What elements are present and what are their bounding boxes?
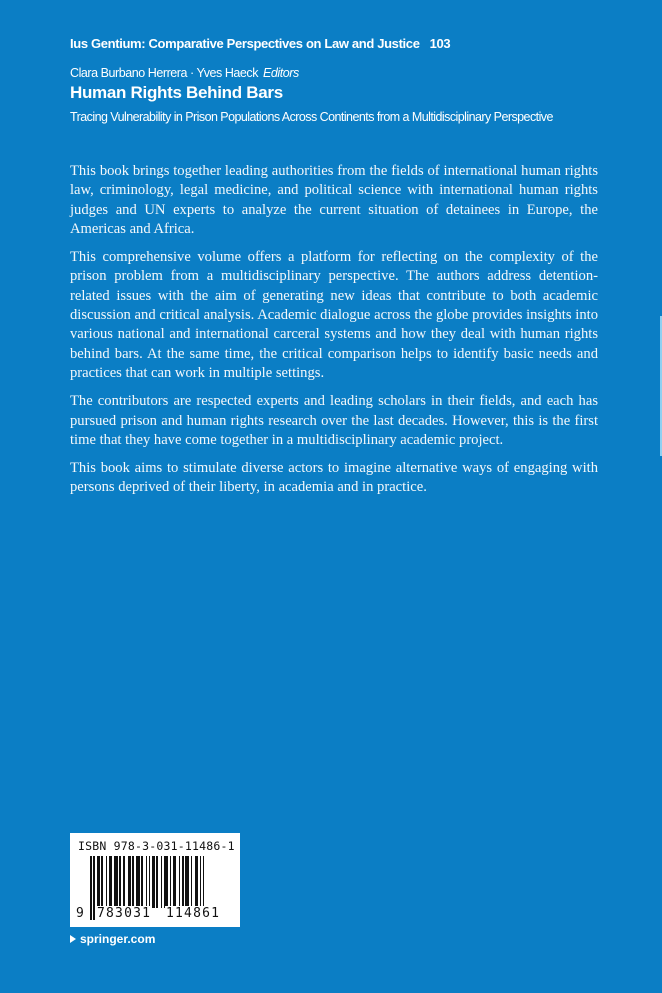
book-subtitle: Tracing Vulnerability in Prison Populations Across Continents from a Multidisciplinary Perspective [70, 110, 553, 124]
series-name: Ius Gentium: Comparative Perspectives on Law and Justice [70, 36, 420, 51]
isbn-barcode-box [70, 833, 240, 927]
editor-names: Clara Burbano Herrera · Yves Haeck [70, 66, 259, 80]
blurb-paragraph: This book aims to stimulate diverse actors to imagine alternative ways of engaging with persons deprived of their liberty, in academia and in practice. [70, 460, 598, 496]
series-title [70, 36, 450, 51]
isbn-label: ISBN 978-3-031-11486-1 [78, 839, 235, 853]
triangle-right-icon [70, 935, 76, 943]
editor-role: Editors [263, 66, 299, 80]
publisher-link[interactable] [70, 932, 155, 946]
barcode-lead-digit: 9 [76, 906, 84, 921]
series-volume: 103 [429, 36, 451, 51]
editors-line [70, 66, 299, 80]
blurb-paragraph: This comprehensive volume offers a platform for reflecting on the complexity of the prison problem from a multidisciplinary perspective. The authors address detention-related issues with the aim of generating new ideas that contribute to both academic discussion and critical analysis. Academic dialogue across the globe provides insights into various national and international carceral systems and how they deal with human rights behind bars. At the same time, the critical comparison helps to identify basic needs and practices that can work in multiple settings. [70, 249, 598, 381]
blurb [70, 162, 598, 507]
book-title: Human Rights Behind Bars [70, 83, 283, 102]
barcode-group-2: 114861 [166, 906, 221, 921]
barcode-group-1: 783031 [97, 906, 152, 921]
blurb-paragraph: This book brings together leading authorities from the fields of international human rights law, criminology, legal medicine, and political science with international human rights judges and UN experts to analyze the current situation of detainees in Europe, the Americas and Africa. [70, 163, 598, 237]
publisher-link-text: springer.com [80, 932, 156, 946]
blurb-paragraph: The contributors are respected experts and leading scholars in their fields, and each has pursued prison and human rights research over the last decades. However, this is the first time that they have come together in a multidisciplinary academic project. [70, 393, 598, 448]
